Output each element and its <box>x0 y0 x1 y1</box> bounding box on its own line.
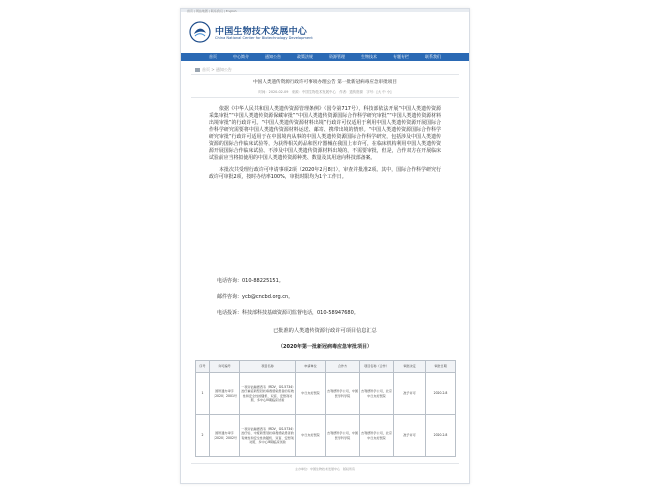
body-paragraph: 本批次共受理行政许可申请事项2项（2020年2月8日），审查并批准2项。其中，国际合作科学研究行政许可审批2项，按时办结率100%，审批时限均为1个工作日。 <box>209 167 441 181</box>
home-icon[interactable] <box>195 68 200 72</box>
nav-item-biotech[interactable]: 生物技术 <box>361 54 377 59</box>
nav-item-policy[interactable]: 政策法规 <box>297 54 313 59</box>
nav-item-home[interactable]: 首页 <box>209 54 217 59</box>
table-header-cell: 合作方 <box>326 361 360 373</box>
article-body <box>209 106 441 186</box>
org-name-cn[interactable]: 中国生物技术发展中心 <box>215 27 308 37</box>
table-header-cell: 序号 <box>196 361 210 373</box>
footer-divider <box>191 463 459 464</box>
list-subtitle: （2020年第一批新冠病毒应急审批项目） <box>278 344 372 350</box>
table-cell: 1 <box>196 373 210 415</box>
center-logo-icon[interactable] <box>189 21 211 43</box>
breadcrumb-text[interactable]: 首页 > 通知公告 <box>202 67 232 72</box>
breadcrumb <box>195 67 232 73</box>
table-header-cell: 项目名称（合作） <box>360 361 394 373</box>
org-name-en: China National Center for Biotechnology Development <box>215 36 313 40</box>
article-meta: 时间：2020-02-09 来源：中国生物技术发展中心 作者：遗传资源 字号：[大 中 小] <box>258 90 392 94</box>
nav-item-about[interactable]: 中心简介 <box>233 54 249 59</box>
article-page <box>180 8 470 484</box>
table-cell: 吉利德科学公司，中国医学科学院 <box>326 415 360 457</box>
table-cell: 中日友好医院 <box>296 415 326 457</box>
table-cell: 吉利德科学公司，北京中日友好医院 <box>360 415 394 457</box>
table-header-cell: 项目名称 <box>240 361 296 373</box>
table-header-cell: 申请单位 <box>296 361 326 373</box>
site-footer: 主办单位：中国生物技术发展中心 版权所有 <box>294 467 355 471</box>
nav-item-contact[interactable]: 联系我们 <box>425 54 441 59</box>
table-cell: 2020.2.8 <box>426 373 456 415</box>
table-cell: 2 <box>196 415 210 457</box>
nav-item-notices[interactable]: 通知公告 <box>265 54 281 59</box>
table-cell: 一项评估瑞德西韦（RDV，GS-5734）治疗重症新型冠状病毒感染患者的有效性和安全性的随机、双盲、安慰剂对照、多中心III期临床试验 <box>240 373 296 415</box>
table-cell: 一项评估瑞德西韦（RDV，GS-5734）治疗轻、中度新型冠状病毒感染患者的有效性和安全性的随机、双盲、安慰剂对照、多中心III期临床试验 <box>240 415 296 457</box>
site-header <box>181 12 469 48</box>
list-title: 已批准的人类遗传资源行政许可项目信息汇总 <box>273 328 377 334</box>
table-cell: 准予许可 <box>394 415 426 457</box>
contact-complaint: 电话投诉：科技部科技基础资源司监督电话，010-58947680。 <box>217 310 359 316</box>
body-paragraph: 依据《中华人民共和国人类遗传资源管理条例》（国令第717号），科技部依法开展“中国人类遗传资源采集审批”“中国人类遗传资源保藏审批”“中国人类遗传资源国际合作科学研究审批”“中国人类遗传资源材料出境审批”的行政许可。“中国人类遗传资源材料出境”行政许可仅适用于利用中国人类遗传资源开展国际合作科学研究需要将中国人类遗传资源材料运送、邮寄、携带出境的情形。“中国人类遗传资源国际合作科学研究审批”行政许可适用于在中国境内从事的中国人类遗传资源国际合作科学研究，包括涉及中国人类遗传资源的国际合作临床试验等，为获得相关药品和医疗器械在我国上市许可，在临床机构利用中国人类遗传资源开展国际合作临床试验、不涉及中国人类遗传资源材料出境的，不需要审批，但是，合作双方在开展临床试验前应当将拟使用的中国人类遗传资源种类、数量及其用途向科技部备案。 <box>209 106 441 162</box>
top-links[interactable]: 首页 | 网站地图 | 联系我们 | English <box>187 9 237 13</box>
approval-table <box>195 360 456 457</box>
table-cell: 国科遗办审字〔2020〕2002号 <box>210 415 240 457</box>
table-row <box>196 373 456 415</box>
table-header-cell: 审批决定 <box>394 361 426 373</box>
contact-phone: 电话咨询：010-88225151。 <box>217 278 284 284</box>
table-header-cell: 许可编号 <box>210 361 240 373</box>
nav-item-topics[interactable]: 专题专栏 <box>393 54 409 59</box>
table-cell: 吉利德科学公司，北京中日友好医院 <box>360 373 394 415</box>
table-header-row <box>196 361 456 373</box>
table-cell: 中日友好医院 <box>296 373 326 415</box>
table-cell: 国科遗办审字〔2020〕2001号 <box>210 373 240 415</box>
main-nav <box>181 53 469 61</box>
article-title: 中国人类遗传资源行政许可事项办理公告 第一批新冠病毒应急审批项目 <box>253 80 397 85</box>
nav-item-resources[interactable]: 资源管理 <box>329 54 345 59</box>
table-cell: 2020.2.8 <box>426 415 456 457</box>
contact-email[interactable]: 邮件咨询：ycb@cncbd.org.cn。 <box>217 294 294 300</box>
table-cell: 准予许可 <box>394 373 426 415</box>
divider <box>191 74 459 75</box>
divider <box>191 97 459 98</box>
table-row <box>196 415 456 457</box>
table-cell: 吉利德科学公司，中国医学科学院 <box>326 373 360 415</box>
table-header-cell: 审批日期 <box>426 361 456 373</box>
